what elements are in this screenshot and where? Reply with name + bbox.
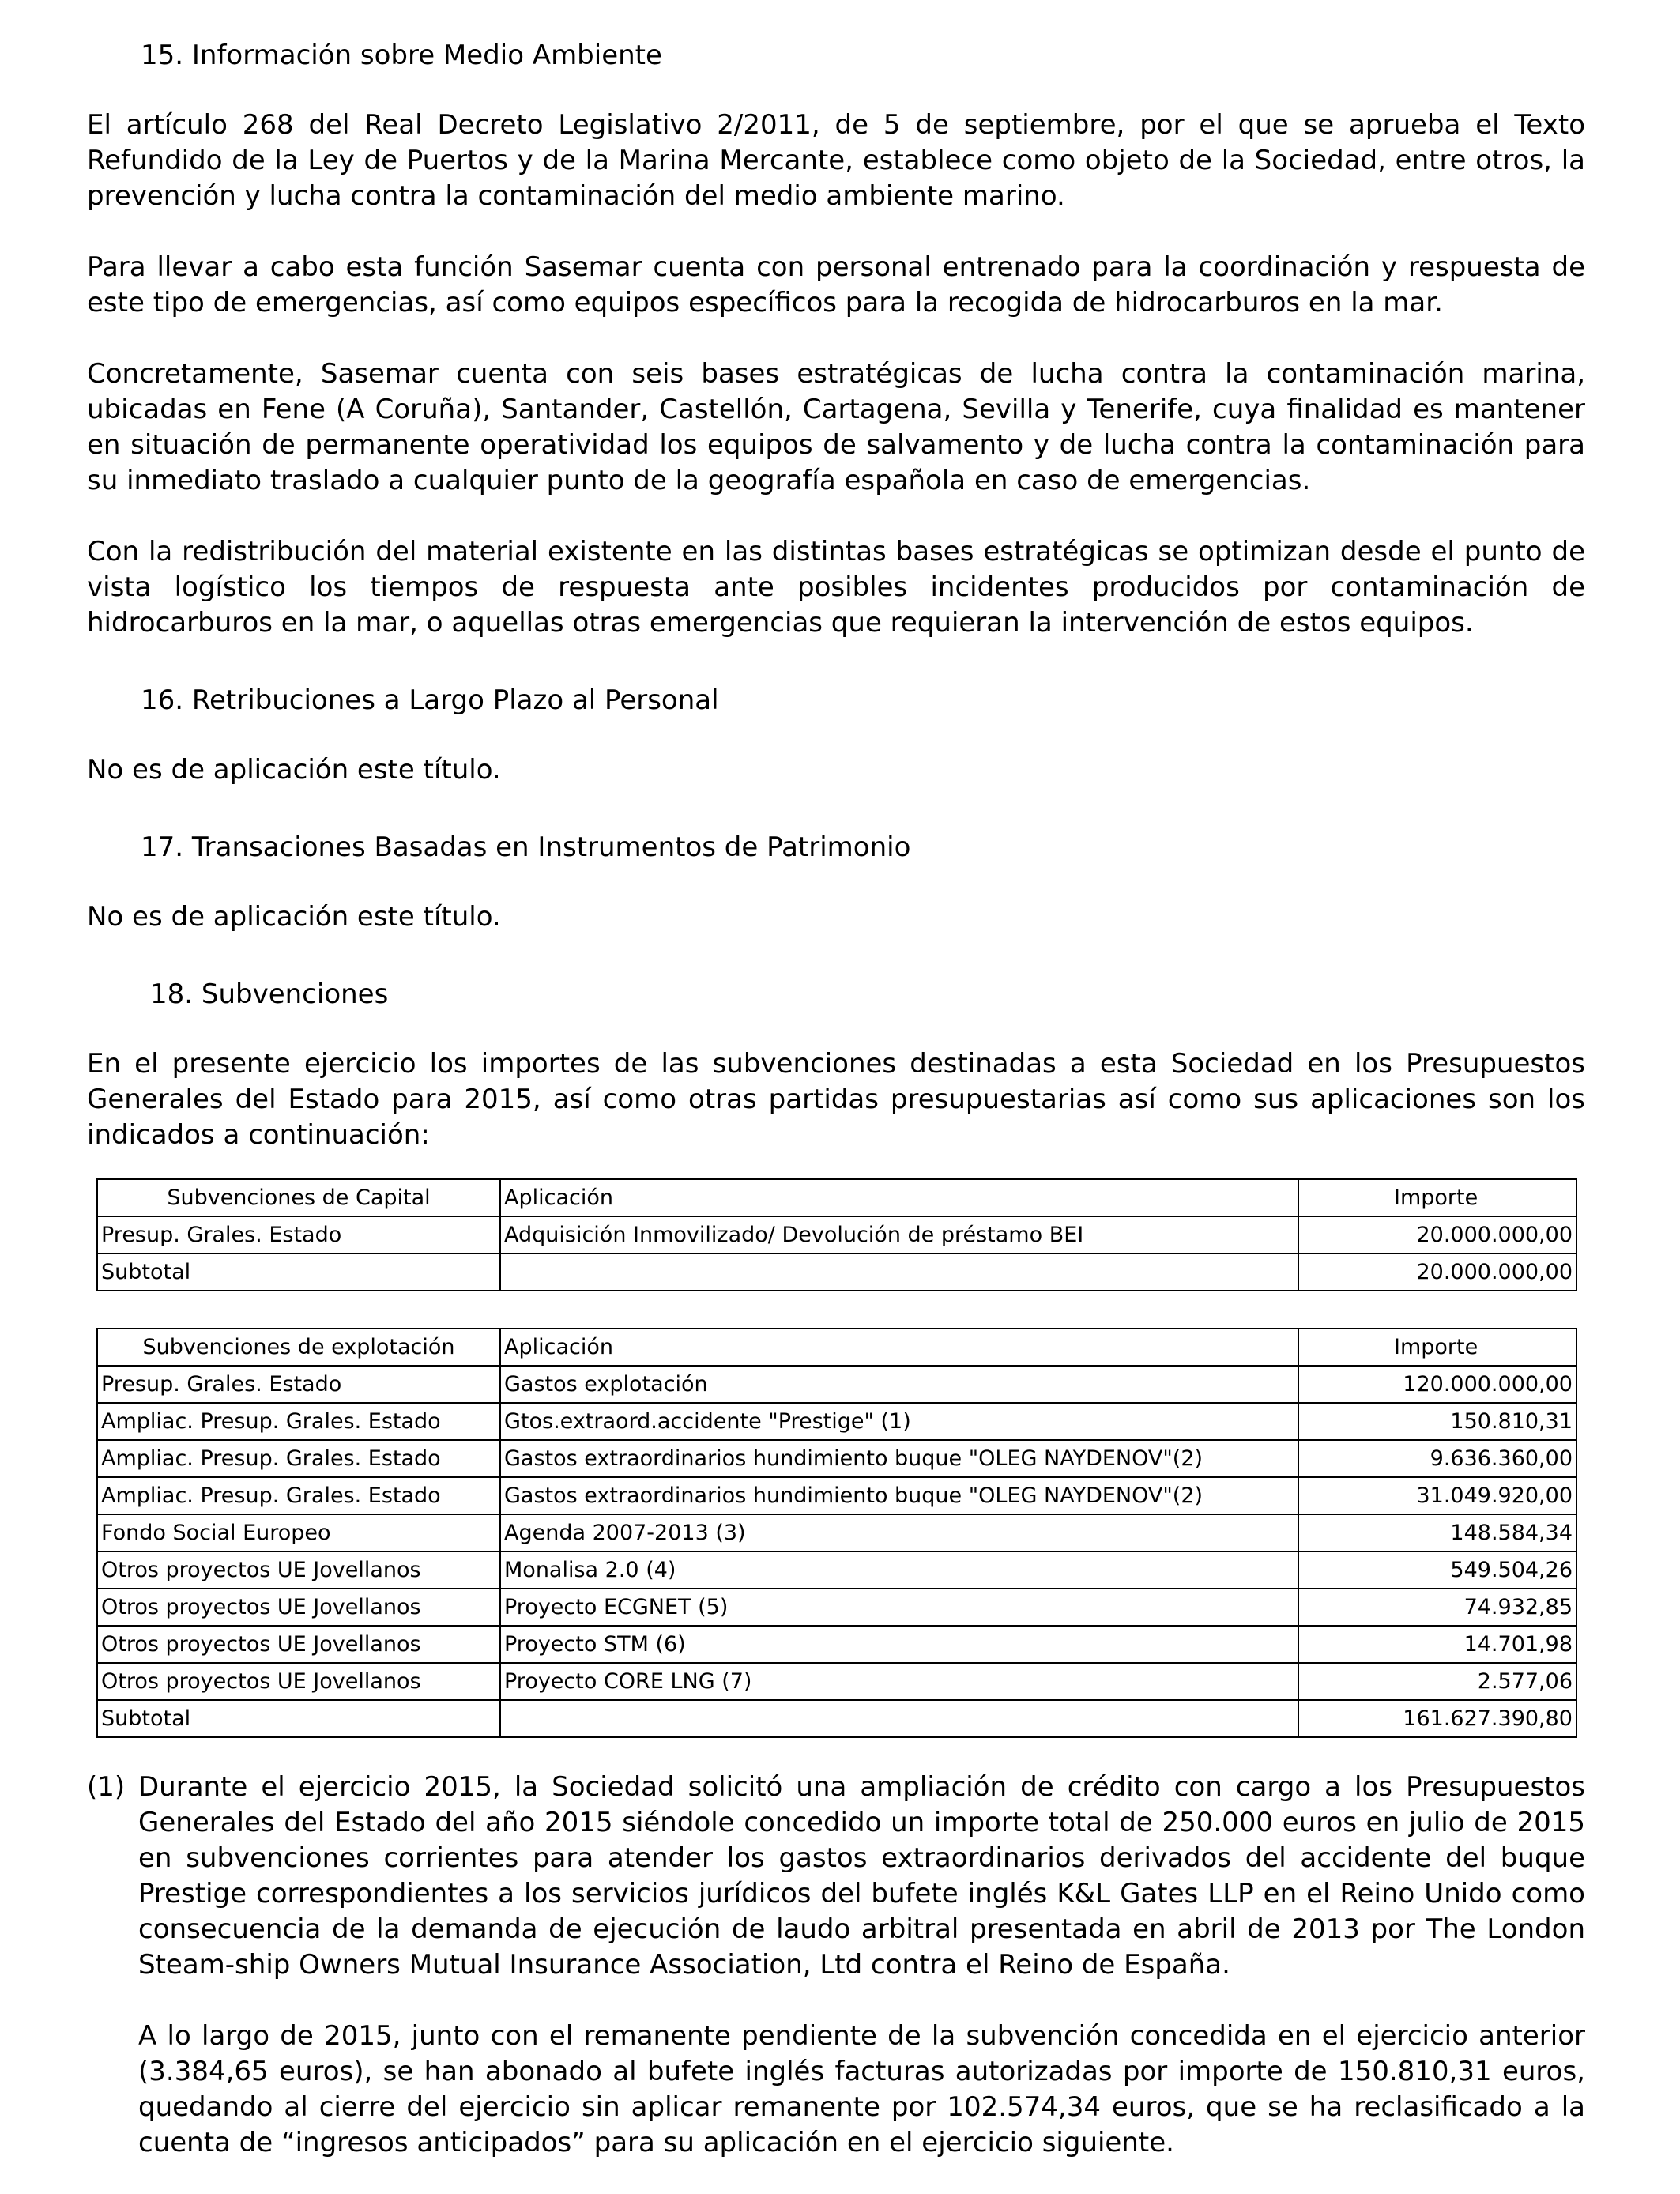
table-cell: Gastos extraordinarios hundimiento buque "OLEG NAYDENOV"(2): [500, 1477, 1298, 1514]
table-cell: 74.932,85: [1298, 1589, 1576, 1626]
header-cell: Importe: [1298, 1179, 1576, 1216]
s17-text: No es de aplicación este título.: [87, 901, 501, 933]
table-cell: Otros proyectos UE Jovellanos: [97, 1663, 500, 1700]
table-cell: 20.000.000,00: [1298, 1253, 1576, 1291]
table-cell: Gastos explotación: [500, 1366, 1298, 1403]
s15-paragraph-3: Concretamente, Sasemar cuenta con seis bases estratégicas de lucha contra la contaminación marina, ubicadas en Fene (A Coruña), Santander, Castellón, Cartagena, Sevilla y Tenerife, cuya finalidad es mantener en situación de permanente operatividad los equipos de salvamento y de lucha contra la contaminación para su inmediato traslado a cualquier punto de la geografía española en caso de emergencias.: [87, 358, 1585, 496]
table-cell: Presup. Grales. Estado: [97, 1216, 500, 1253]
header-cell: Importe: [1298, 1329, 1576, 1366]
header-cell: Aplicación: [500, 1179, 1298, 1216]
footnote-body: [138, 1770, 1585, 2161]
s15-paragraph-4: Con la redistribución del material existente en las distintas bases estratégicas se optimizan desde el punto de vista logístico los tiempos de respuesta ante posibles incidentes producidos por contaminación de hidrocarburos en la mar, o aquellas otras emergencias que requieran la intervención de estos equipos.: [87, 536, 1585, 639]
table-row: [97, 1440, 1576, 1477]
table-row: [97, 1366, 1576, 1403]
table-cell: 31.049.920,00: [1298, 1477, 1576, 1514]
table-cell: Ampliac. Presup. Grales. Estado: [97, 1477, 500, 1514]
table-cell: Otros proyectos UE Jovellanos: [97, 1551, 500, 1589]
footnote-1: [87, 1770, 1585, 2161]
table-cell: 120.000.000,00: [1298, 1366, 1576, 1403]
header-cell: Subvenciones de Capital: [97, 1179, 500, 1216]
table-row: [97, 1626, 1576, 1663]
table-cell: 20.000.000,00: [1298, 1216, 1576, 1253]
table-cell: Proyecto ECGNET (5): [500, 1589, 1298, 1626]
header-cell: Aplicación: [500, 1329, 1298, 1366]
table-cell: Gtos.extraord.accidente "Prestige" (1): [500, 1403, 1298, 1440]
table-cell: Agenda 2007-2013 (3): [500, 1514, 1298, 1551]
table-cell: 549.504,26: [1298, 1551, 1576, 1589]
table-cell: Subtotal: [97, 1700, 500, 1737]
footnote-paragraph-1: Durante el ejercicio 2015, la Sociedad solicitó una ampliación de crédito con cargo a los Presupuestos Generales del Estado del año 2015 siéndole concedido un importe total de 250.000 euros en julio de 2015 en subvenciones corrientes para atender los gastos extraordinarios derivados del accidente del buque Prestige correspondientes a los servicios jurídicos del bufete inglés K&L Gates LLP en el Reino Unido como consecuencia de la demanda de ejecución de laudo arbitral presentada en abril de 2013 por The London Steam-ship Owners Mutual Insurance Association, Ltd contra el Reino de España.: [138, 1771, 1585, 1981]
table-cell: Ampliac. Presup. Grales. Estado: [97, 1440, 500, 1477]
s15-paragraph-2: Para llevar a cabo esta función Sasemar cuenta con personal entrenado para la coordinación y respuesta de este tipo de emergencias, así como equipos específicos para la recogida de hidrocarburos en la mar.: [87, 251, 1585, 319]
table-header-row: [97, 1179, 1576, 1216]
table-row: [97, 1589, 1576, 1626]
s18-intro: En el presente ejercicio los importes de las subvenciones destinadas a esta Sociedad en los Presupuestos Generales del Estado para 2015, así como otras partidas presupuestarias así como sus aplicaciones son los indicados a continuación:: [87, 1048, 1585, 1151]
table-row: [97, 1477, 1576, 1514]
table-cell: Subtotal: [97, 1253, 500, 1291]
table-cell: 9.636.360,00: [1298, 1440, 1576, 1477]
document-page: [87, 32, 1585, 2161]
table-cell: 150.810,31: [1298, 1403, 1576, 1440]
table-header-row: [97, 1329, 1576, 1366]
table-cell: 2.577,06: [1298, 1663, 1576, 1700]
table-cell: Adquisición Inmovilizado/ Devolución de préstamo BEI: [500, 1216, 1298, 1253]
operating-subsidies-table: [96, 1328, 1577, 1738]
table-cell: 161.627.390,80: [1298, 1700, 1576, 1737]
table-cell: Proyecto STM (6): [500, 1626, 1298, 1663]
table-cell: Otros proyectos UE Jovellanos: [97, 1626, 500, 1663]
table-row: [97, 1551, 1576, 1589]
section-17-heading: 17. Transaciones Basadas en Instrumentos de Patrimonio: [141, 831, 911, 863]
table-cell: 148.584,34: [1298, 1514, 1576, 1551]
section-15-heading: 15. Información sobre Medio Ambiente: [141, 40, 662, 71]
table-cell: [500, 1700, 1298, 1737]
table-cell: Presup. Grales. Estado: [97, 1366, 500, 1403]
table-row: [97, 1403, 1576, 1440]
table-row: [97, 1216, 1576, 1253]
table-cell: Gastos extraordinarios hundimiento buque "OLEG NAYDENOV"(2): [500, 1440, 1298, 1477]
section-16-heading: 16. Retribuciones a Largo Plazo al Personal: [141, 684, 719, 716]
s15-paragraph-1: El artículo 268 del Real Decreto Legislativo 2/2011, de 5 de septiembre, por el que se aprueba el Texto Refundido de la Ley de Puertos y de la Marina Mercante, establece como objeto de la Sociedad, entre otros, la prevención y lucha contra la contaminación del medio ambiente marino.: [87, 109, 1585, 212]
s16-text: No es de aplicación este título.: [87, 754, 501, 786]
table-cell: Proyecto CORE LNG (7): [500, 1663, 1298, 1700]
table-row: [97, 1700, 1576, 1737]
table-cell: Fondo Social Europeo: [97, 1514, 500, 1551]
section-18-heading: 18. Subvenciones: [150, 978, 389, 1010]
table-row: [97, 1253, 1576, 1291]
capital-subsidies-table: [96, 1178, 1577, 1291]
table-row: [97, 1663, 1576, 1700]
header-cell: Subvenciones de explotación: [97, 1329, 500, 1366]
table-cell: 14.701,98: [1298, 1626, 1576, 1663]
table-row: [97, 1514, 1576, 1551]
table-cell: [500, 1253, 1298, 1291]
table-cell: Ampliac. Presup. Grales. Estado: [97, 1403, 500, 1440]
footnote-marker: (1): [87, 1771, 126, 1803]
table-cell: Otros proyectos UE Jovellanos: [97, 1589, 500, 1626]
table-cell: Monalisa 2.0 (4): [500, 1551, 1298, 1589]
footnote-paragraph-2: A lo largo de 2015, junto con el remanente pendiente de la subvención concedida en el ejercicio anterior (3.384,65 euros), se han abonado al bufete inglés facturas autorizadas por importe de 150.810,31 euros, quedando al cierre del ejercicio sin aplicar remanente por 102.574,34 euros, que se ha reclasificado a la cuenta de “ingresos anticipados” para su aplicación en el ejercicio siguiente.: [138, 2020, 1585, 2158]
